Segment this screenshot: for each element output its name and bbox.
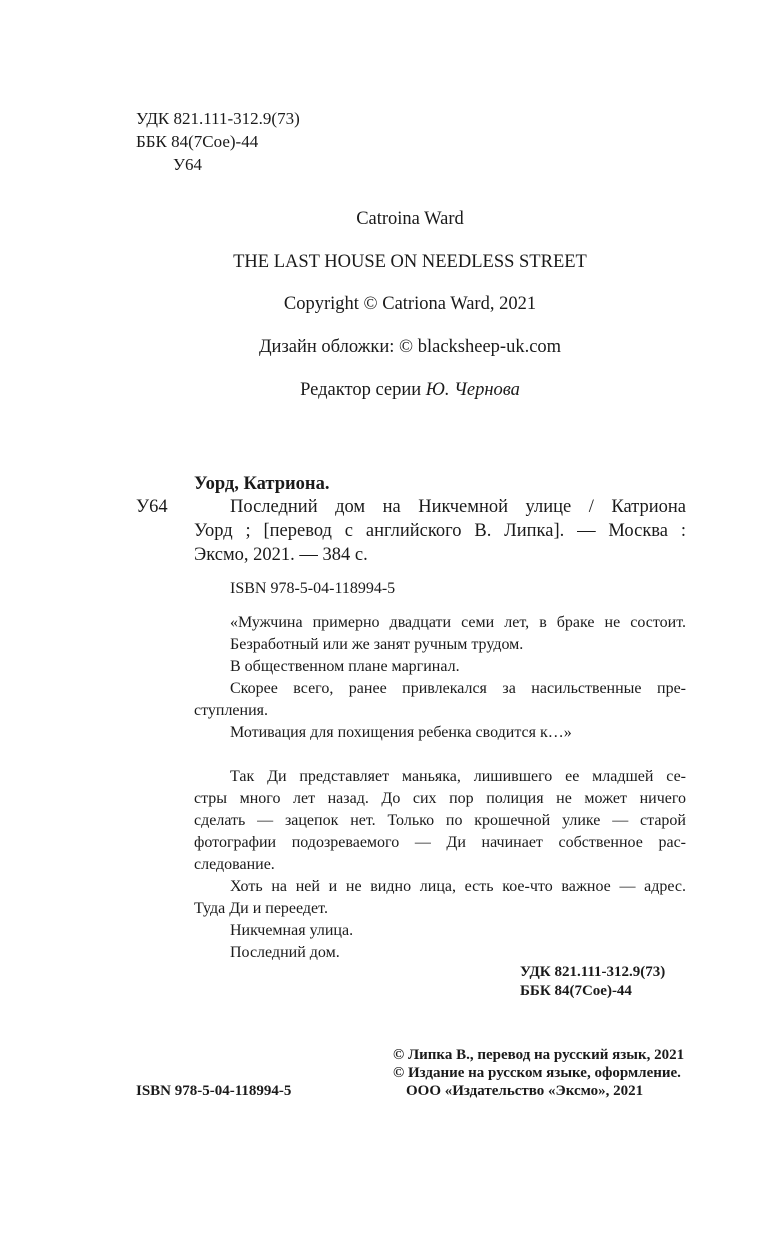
rights-edition: © Издание на русском языке, оформление. bbox=[393, 1065, 681, 1081]
udk-code: УДК 821.111-312.9(73) bbox=[136, 109, 300, 128]
quote-line: Мотивация для похищения ребенка сводится к…» bbox=[230, 724, 572, 741]
cover-design-credit: Дизайн обложки: © blacksheep-uk.com bbox=[258, 337, 562, 357]
quote-line: В общественном плане маргинал. bbox=[230, 658, 460, 675]
annotation-line: Последний дом. bbox=[230, 944, 340, 961]
annotation-text: Хоть на ней и не видно лица, есть кое-что важное — адрес. bbox=[230, 878, 686, 895]
original-author: Catroina Ward bbox=[356, 209, 464, 229]
catalog-description-line: Эксмо, 2021. — 384 с. bbox=[194, 545, 368, 565]
catalog-description-cont bbox=[194, 519, 686, 543]
footer-isbn: ISBN 978-5-04-118994-5 bbox=[136, 1083, 292, 1099]
quote-line: ступления. bbox=[194, 702, 269, 719]
catalog-mark: У64 bbox=[136, 497, 168, 517]
catalog-isbn: ISBN 978-5-04-118994-5 bbox=[230, 580, 396, 597]
annotation-line bbox=[194, 832, 686, 853]
quote-text: «Мужчина примерно двадцати семи лет, в браке не состоит. bbox=[230, 614, 686, 631]
quote-line: Безработный или же занят ручным трудом. bbox=[230, 636, 524, 653]
annotation-line bbox=[230, 876, 686, 897]
series-editor-name: Ю. Чернова bbox=[425, 380, 520, 400]
original-title: THE LAST HOUSE ON NEEDLESS STREET bbox=[233, 252, 587, 272]
annotation-line bbox=[230, 766, 686, 787]
footer-bbk: ББК 84(7Сое)-44 bbox=[520, 983, 632, 999]
series-editor-label: Редактор серии bbox=[300, 380, 422, 400]
quote-line bbox=[230, 612, 686, 633]
annotation-line bbox=[194, 788, 686, 809]
annotation-text: фотографии подозреваемого — Ди начинает собственное рас- bbox=[194, 834, 686, 851]
rights-translation: © Липка В., перевод на русский язык, 2021 bbox=[393, 1047, 685, 1063]
catalog-description-line: Уорд ; [перевод с английского В. Липка]. — Москва : bbox=[194, 521, 686, 541]
annotation-line bbox=[194, 810, 686, 831]
catalog-description bbox=[230, 495, 686, 519]
annotation-text: сделать — зацепок нет. Только по крошечной улике — старой bbox=[194, 812, 686, 829]
quote-line bbox=[230, 678, 686, 699]
series-editor-credit bbox=[0, 378, 768, 402]
rights-publisher: ООО «Издательство «Эксмо», 2021 bbox=[406, 1083, 644, 1099]
catalog-description-line: Последний дом на Никчемной улице / Катриона bbox=[230, 497, 686, 517]
annotation-text: Так Ди представляет маньяка, лишившего ее младшей се- bbox=[230, 768, 686, 785]
footer-udk: УДК 821.111-312.9(73) bbox=[520, 964, 666, 980]
quote-text: Скорее всего, ранее привлекался за насильственные пре- bbox=[230, 680, 686, 697]
annotation-text: стры много лет назад. До сих пор полиция не может ничего bbox=[194, 790, 686, 807]
bbk-code: ББК 84(7Сое)-44 bbox=[136, 132, 259, 151]
annotation-line: Туда Ди и переедет. bbox=[194, 900, 328, 917]
catalog-heading: Уорд, Катриона. bbox=[194, 474, 330, 494]
copyright-line: Copyright © Catriona Ward, 2021 bbox=[283, 294, 537, 314]
annotation-line: Никчемная улица. bbox=[230, 922, 354, 939]
author-mark: У64 bbox=[173, 155, 203, 174]
annotation-line: следование. bbox=[194, 856, 275, 873]
